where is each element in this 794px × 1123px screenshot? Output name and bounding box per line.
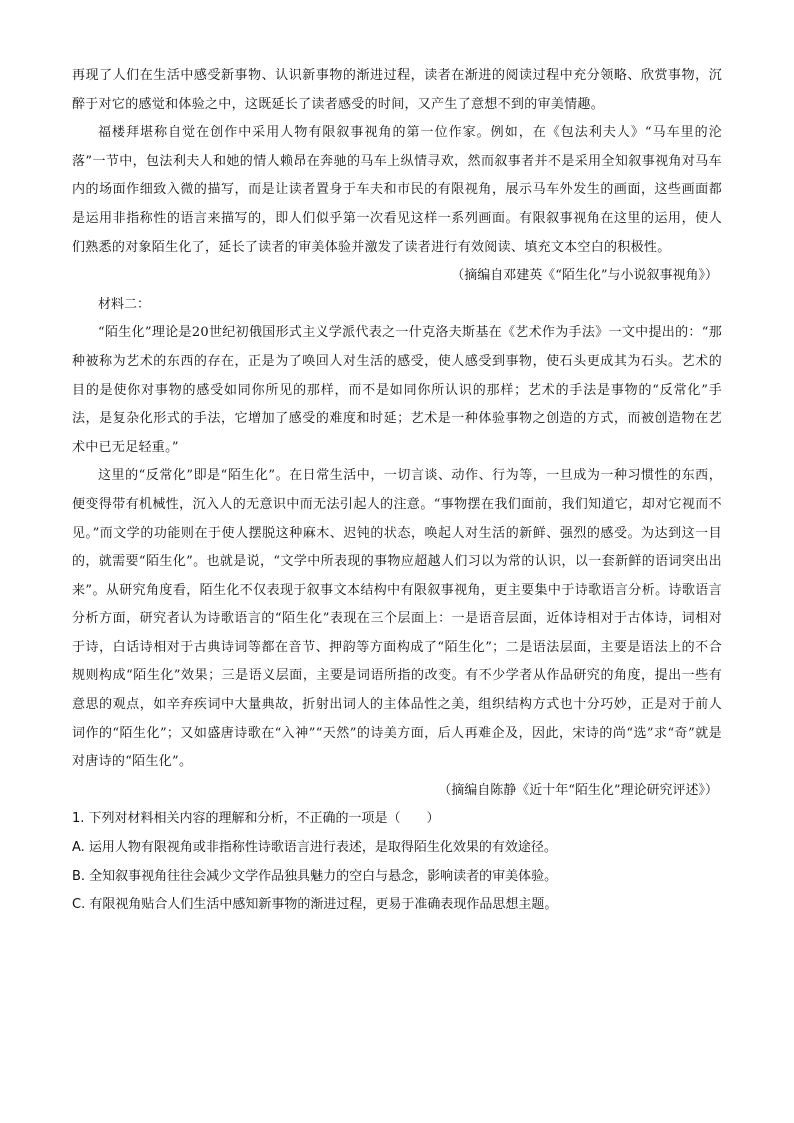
material2-label: 材料二： bbox=[98, 296, 151, 312]
option-a: A. 运用人物有限视角或非指称性诗歌语言进行表述，是取得陌生化效果的有效途径。 bbox=[72, 840, 557, 856]
material2-paragraph-shklovsky: “陌生化”理论是20世纪初俄国形式主义学派代表之一什克洛夫斯基在《艺术作为手法》一文中提出的：“那种被称为艺术的东西的存在，正是为了唤回人对生活的感受，使人感受到事物，使石头更成其为石头。艺术的目的是使你对事物的感受如同你所见的那样，而不是如同你所认识的那样；艺术的手法是事物的“反常化”手法，是复杂化形式的手法，它增加了感受的难度和时延；艺术是一种体验事物之创造的方式，而被创造物在艺术中已无足轻重。” bbox=[72, 325, 722, 455]
material1-continuation: 再现了人们在生活中感受新事物、认识新事物的渐进过程，读者在渐进的阅读过程中充分领略、欣赏事物，沉醉于对它的感觉和体验之中，这既延长了读者感受的时间，又产生了意想不到的审美情趣。 bbox=[72, 68, 722, 112]
question-stem: 1. 下列对材料相关内容的理解和分析，不正确的一项是（ ） bbox=[72, 811, 440, 827]
material2-source: （摘编自陈静《近十年“陌生化”理论研究评述》） bbox=[438, 782, 718, 798]
document-page bbox=[72, 62, 722, 920]
option-b: B. 全知叙事视角往往会减少文学作品独具魅力的空白与悬念，影响读者的审美体验。 bbox=[72, 868, 558, 884]
material1-paragraph-flaubert: 福楼拜堪称自觉在创作中采用人物有限叙事视角的第一位作家。例如，在《包法利夫人》“马车里的沦落”一节中，包法利夫人和她的情人赖昂在奔驰的马车上纵情寻欢，然而叙事者并不是采用全知叙事视角对马车内的场面作细致入微的描写，而是让读者置身于车夫和市民的有限视角，展示马车外发生的画面，这些画面都是运用非指称性的语言来描写的，即人们似乎第一次看见这样一系列画面。有限叙事视角在这里的运用，使人们熟悉的对象陌生化了，延长了读者的审美体验并激发了读者进行有效阅读、填充文本空白的积极性。 bbox=[72, 125, 722, 255]
option-c: C. 有限视角贴合人们生活中感知新事物的渐进过程，更易于准确表现作品思想主题。 bbox=[72, 897, 558, 913]
material1-source: （摘编自邓建英《“陌生化”与小说叙事视角》） bbox=[451, 268, 718, 284]
material2-paragraph-defamiliarization: 这里的“反常化”即是“陌生化”。在日常生活中，一切言谈、动作、行为等，一旦成为一种习惯性的东西，便变得带有机械性，沉入人的无意识中而无法引起人的注意。“事物摆在我们面前，我们知道它，却对它视而不见。”而文学的功能则在于使人摆脱这种麻木、迟钝的状态，唤起人对生活的新鲜、强烈的感受。为达到这一目的，就需要“陌生化”。也就是说，“文学中所表现的事物应超越人们习以为常的认识，以一套新鲜的语词突出出来”。从研究角度看，陌生化不仅表现于叙事文本结构中有限叙事视角，更主要集中于诗歌语言分析。诗歌语言分析方面，研究者认为诗歌语言的“陌生化”表现在三个层面上：一是语音层面，近体诗相对于古体诗，词相对于诗，白话诗相对于古典诗词等都在音节、押韵等方面构成了“陌生化”；二是语法层面，主要是语法上的不合规则构成“陌生化”效果；三是语义层面，主要是词语所指的改变。有不少学者从作品研究的角度，提出一些有意思的观点，如辛弃疾词中大量典故，折射出词人的主体品性之美，组织结构方式也十分巧妙，正是对于前人词作的“陌生化”；又如盛唐诗歌在“入神”“天然”的诗美方面，后人再难企及，因此，宋诗的尚“选”求“奇”就是对唐诗的“陌生化”。 bbox=[72, 468, 722, 770]
